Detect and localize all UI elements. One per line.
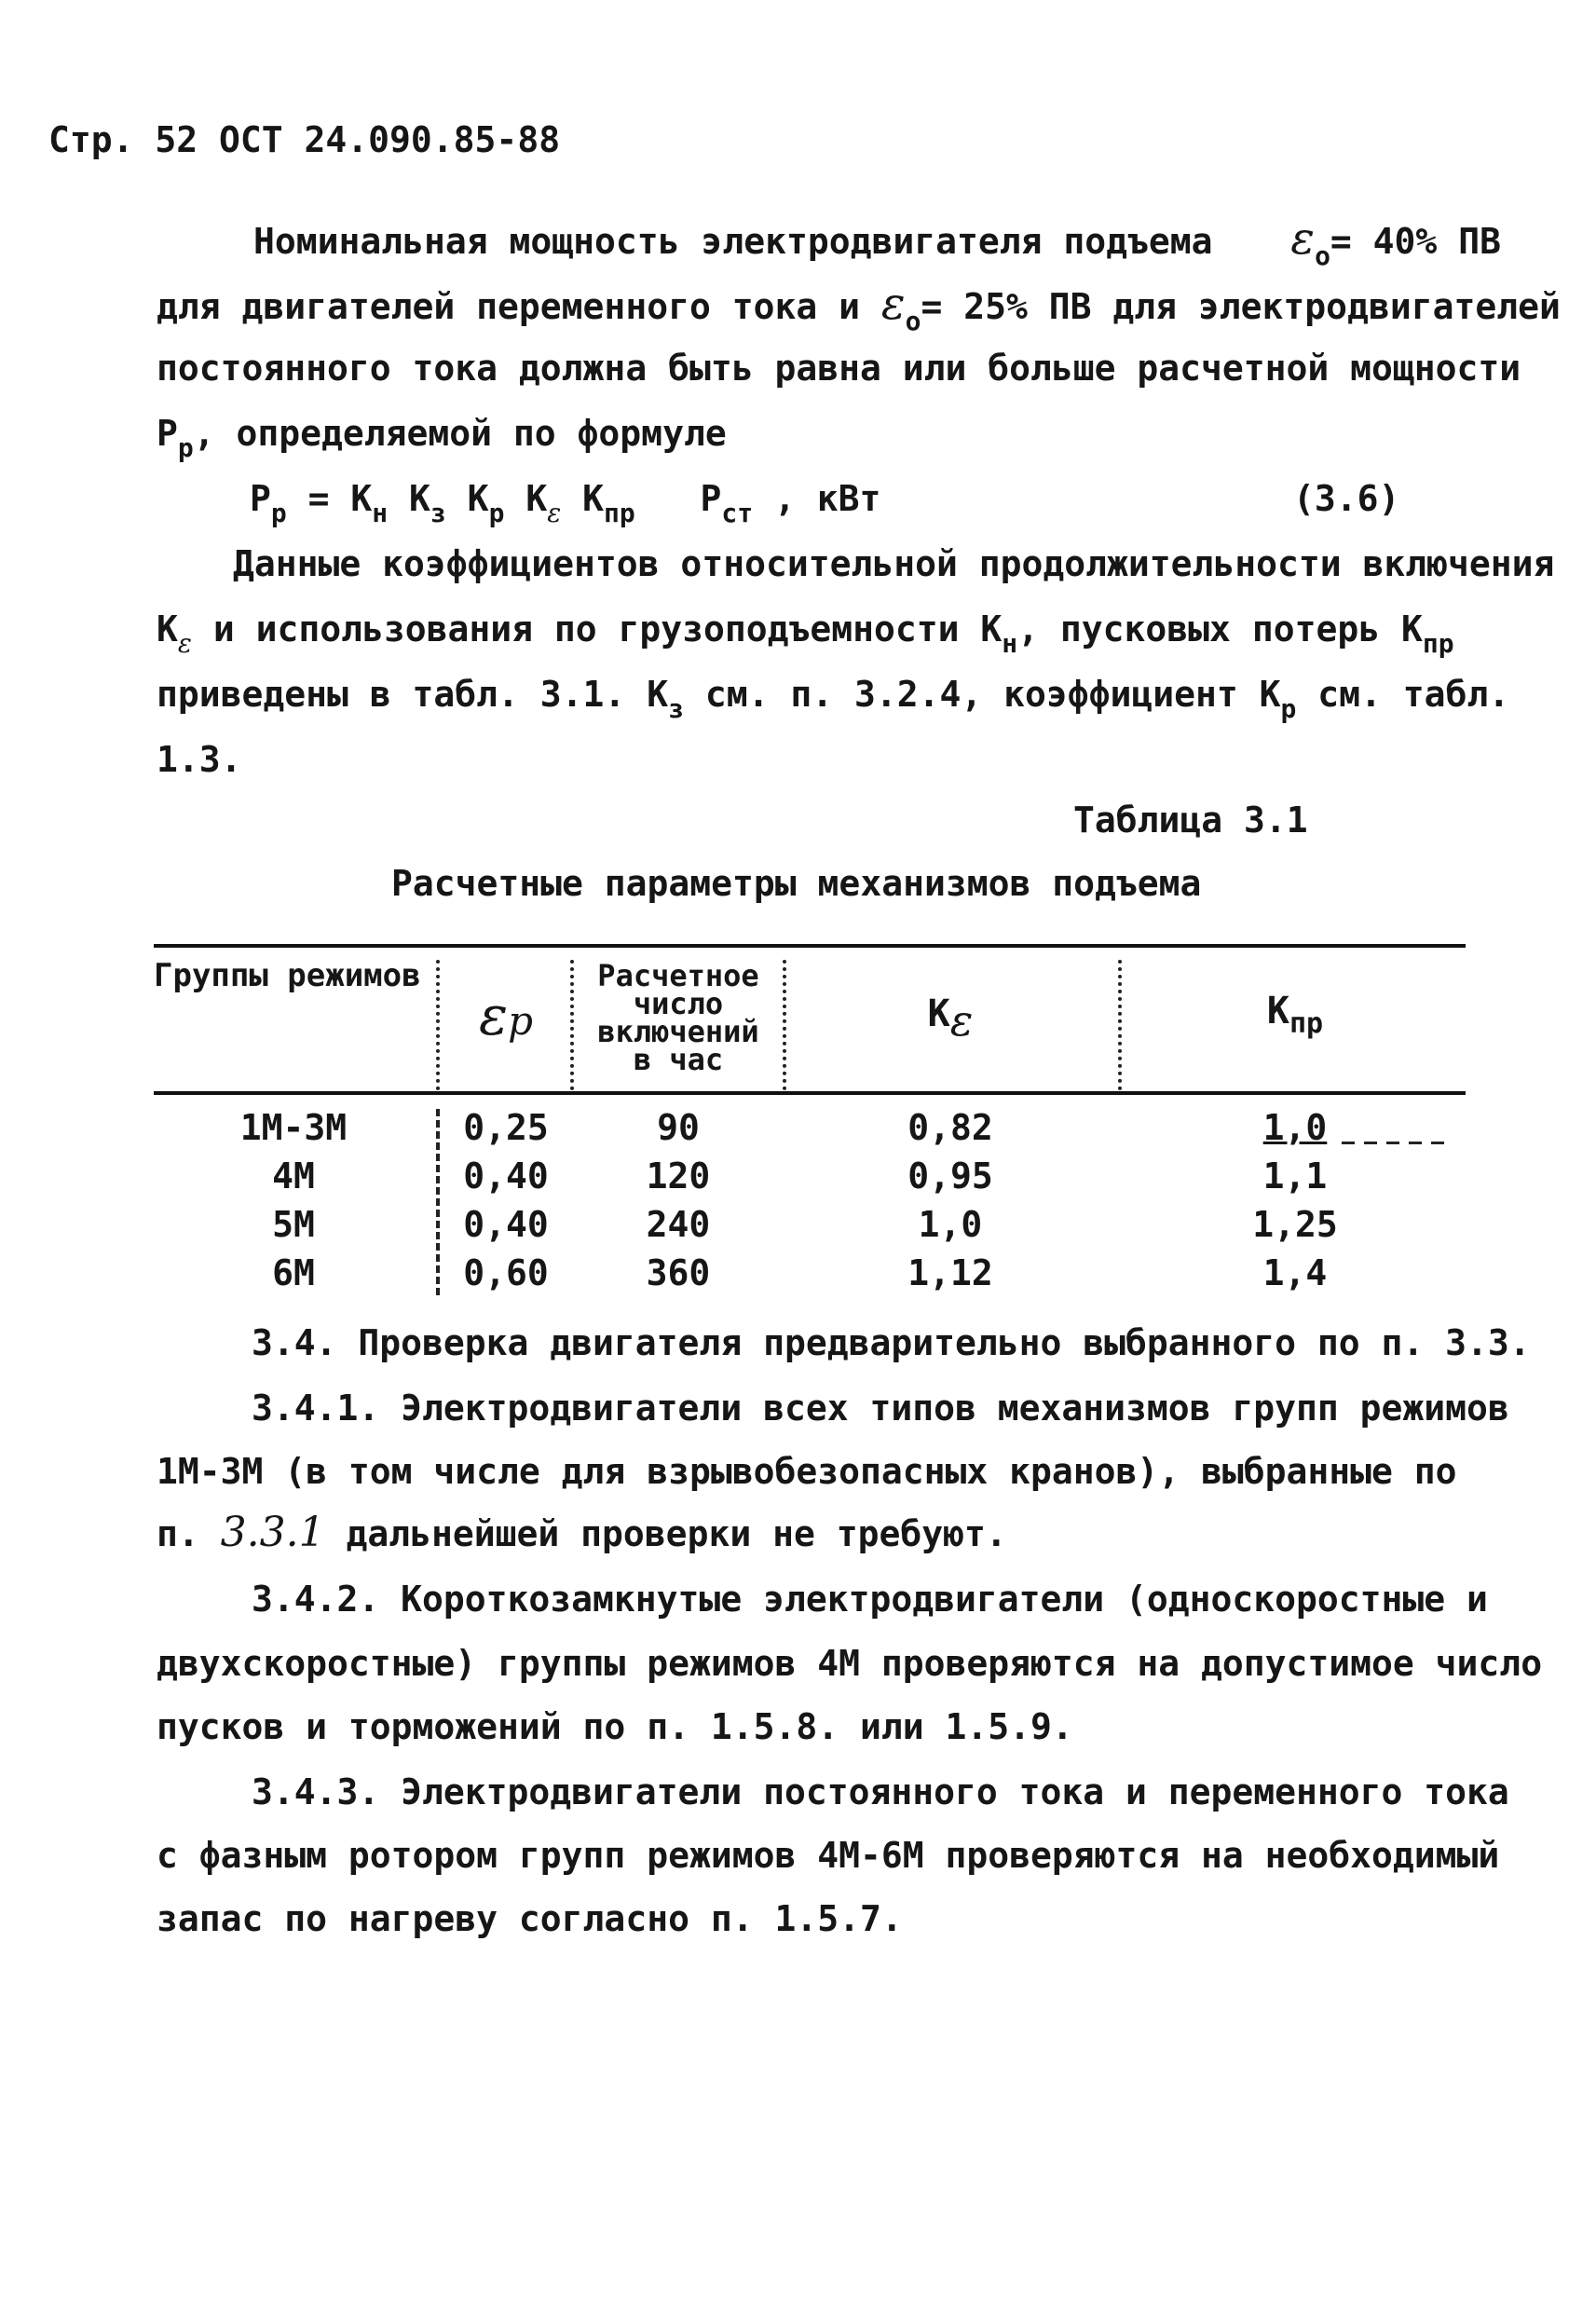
para1-line3: постоянного тока должна быть равна или больше расчетной мощности: [157, 348, 1521, 389]
subscript: пр: [1422, 628, 1454, 659]
table-cell-keps: 0,82: [907, 1107, 993, 1148]
section-3-4-1-line3: [157, 1511, 1007, 1555]
section-3-4: 3.4. Проверка двигателя предварительно выбранного по п. 3.3.: [252, 1322, 1531, 1363]
table-cell-eps: 0,40: [463, 1204, 549, 1245]
para1-line4: [157, 412, 727, 463]
table-cell-count: 240: [646, 1204, 711, 1245]
epsilon-symbol: ε: [478, 984, 509, 1047]
section-3-4-1-line2: 1М-3М (в том числе для взрывобезопасных кранов), выбранные по: [157, 1451, 1457, 1492]
table-cell-eps: 0,40: [463, 1156, 549, 1197]
subscript: з: [668, 693, 684, 724]
th-count-line: Расчетное: [597, 958, 759, 993]
table-cell-kpr: 1,0: [1262, 1107, 1328, 1148]
formula-symbol: К: [467, 478, 489, 519]
subscript: з: [430, 498, 446, 528]
formula-symbol: К: [582, 478, 605, 519]
para1-line1: [253, 212, 1501, 271]
symbol-K: К: [1266, 990, 1289, 1032]
para2-text: , пусковых потерь К: [1017, 609, 1423, 650]
section-3-4-3-line1: 3.4.3. Электродвигатели постоянного тока и переменного тока: [252, 1771, 1509, 1812]
th-group: Группы режимов: [154, 957, 421, 994]
table-cell-keps: 0,95: [907, 1156, 993, 1197]
symbol-K: К: [157, 609, 178, 650]
para1-text: = 25% ПВ для электродвигателей: [921, 286, 1561, 327]
section-3-4-1-line1: 3.4.1. Электродвигатели всех типов механизмов групп режимов: [252, 1388, 1509, 1429]
subscript: р: [488, 498, 505, 528]
subscript: ст: [721, 498, 754, 528]
subscript: н: [1002, 628, 1018, 659]
subscript: пр: [1289, 1007, 1324, 1040]
formula-symbol: Р: [250, 478, 271, 519]
th-count-line: включений: [597, 1014, 759, 1049]
subscript: о: [1315, 240, 1330, 271]
section-3-4-3-line2: с фазным ротором групп режимов 4М-6М проверяются на необходимый: [157, 1835, 1500, 1876]
column-separator: [436, 1109, 440, 1295]
symbol-P: Р: [157, 413, 178, 454]
subscript: ε: [177, 628, 192, 659]
para2-line2: [157, 608, 1454, 659]
table-cell-keps: 1,12: [907, 1252, 993, 1293]
table-cell-count: 90: [657, 1107, 700, 1148]
section-3-4-2-line1: 3.4.2. Короткозамкнутые электродвигатели (односкоростные и: [252, 1579, 1488, 1620]
table-header-rule: [154, 1091, 1466, 1095]
formula-symbol: К: [409, 478, 430, 519]
table-cell-kpr: 1,4: [1262, 1252, 1328, 1293]
th-eps: [445, 984, 566, 1047]
table-cell-group: 1М-3М: [239, 1107, 348, 1148]
table-cell-count: 360: [646, 1252, 711, 1293]
para2-text: и использования по грузоподъемности К: [212, 609, 1003, 650]
subscript: р: [270, 498, 287, 528]
epsilon-symbol: ε: [1290, 212, 1316, 265]
table-top-rule: [154, 944, 1466, 948]
para2-text: см. п. 3.2.4, коэффициент К: [704, 674, 1281, 715]
subscript: пр: [604, 498, 635, 528]
para2-text: см. табл.: [1317, 674, 1510, 715]
para1-text: , определяемой по формуле: [193, 413, 727, 454]
symbol-K: К: [927, 992, 950, 1035]
table-cell-keps: 1,0: [918, 1204, 983, 1245]
table-cell-kpr: 1,1: [1262, 1156, 1328, 1197]
table-title: Расчетные параметры механизмов подъема: [391, 863, 1202, 904]
subscript: р: [508, 998, 533, 1044]
formula-3-6: [250, 477, 881, 528]
subscript: ε: [949, 995, 974, 1046]
section-3-4-2-line2: двухскоростные) группы режимов 4М проверяются на допустимое число: [157, 1643, 1543, 1684]
table-cell-group: 4М: [272, 1156, 315, 1197]
th-keps: [792, 992, 1109, 1046]
page-header: Стр. 52 ОСТ 24.090.85-88: [48, 119, 561, 160]
handwritten-dash: [1342, 1142, 1444, 1144]
th-count-line: число: [633, 986, 724, 1021]
column-separator: [783, 960, 786, 1090]
para1-line2: [157, 278, 1561, 336]
table-cell-kpr: 1,25: [1252, 1204, 1338, 1245]
subscript: о: [905, 306, 921, 336]
subscript: ε: [547, 498, 562, 528]
para2-text: приведены в табл. 3.1. К: [157, 674, 669, 715]
epsilon-symbol: ε: [880, 278, 906, 330]
subscript: р: [1280, 693, 1297, 724]
formula-number: (3.6): [1293, 478, 1400, 519]
subscript: р: [177, 432, 194, 463]
th-count-line: в час: [633, 1042, 724, 1077]
para1-text: для двигателей переменного тока и: [157, 286, 860, 327]
th-kpr: [1127, 990, 1463, 1040]
para1-text: Номинальная мощность электродвигателя подъема: [253, 221, 1213, 262]
formula-symbol: = К: [307, 478, 373, 519]
handwritten-reference: 3.3.1: [220, 1509, 325, 1556]
para2-line3: [157, 673, 1510, 724]
table-cell-eps: 0,25: [463, 1107, 549, 1148]
para2-line1: Данные коэффициентов относительной продолжительности включения: [233, 543, 1555, 584]
section-3-4-2-line3: пусков и торможений по п. 1.5.8. или 1.5.9.: [157, 1706, 1073, 1747]
formula-unit: , кВт: [774, 478, 881, 519]
column-separator: [1118, 960, 1122, 1090]
formula-symbol: К: [525, 478, 548, 519]
table-cell-group: 6М: [272, 1252, 315, 1293]
section-text: п.: [157, 1513, 199, 1554]
para2-line4: 1.3.: [157, 739, 242, 780]
section-text: дальнейшей проверки не требуют.: [346, 1513, 1007, 1554]
formula-symbol: Р: [700, 478, 722, 519]
column-separator: [570, 960, 574, 1090]
table-label: Таблица 3.1: [1073, 800, 1308, 841]
section-3-4-3-line3: запас по нагреву согласно п. 1.5.7.: [157, 1898, 903, 1939]
column-separator: [436, 960, 440, 1090]
th-count: [578, 958, 779, 1077]
para1-text: = 40% ПВ: [1330, 221, 1501, 262]
table-cell-eps: 0,60: [463, 1252, 549, 1293]
table-cell-count: 120: [646, 1156, 711, 1197]
subscript: н: [372, 498, 389, 528]
table-cell-group: 5М: [272, 1204, 315, 1245]
